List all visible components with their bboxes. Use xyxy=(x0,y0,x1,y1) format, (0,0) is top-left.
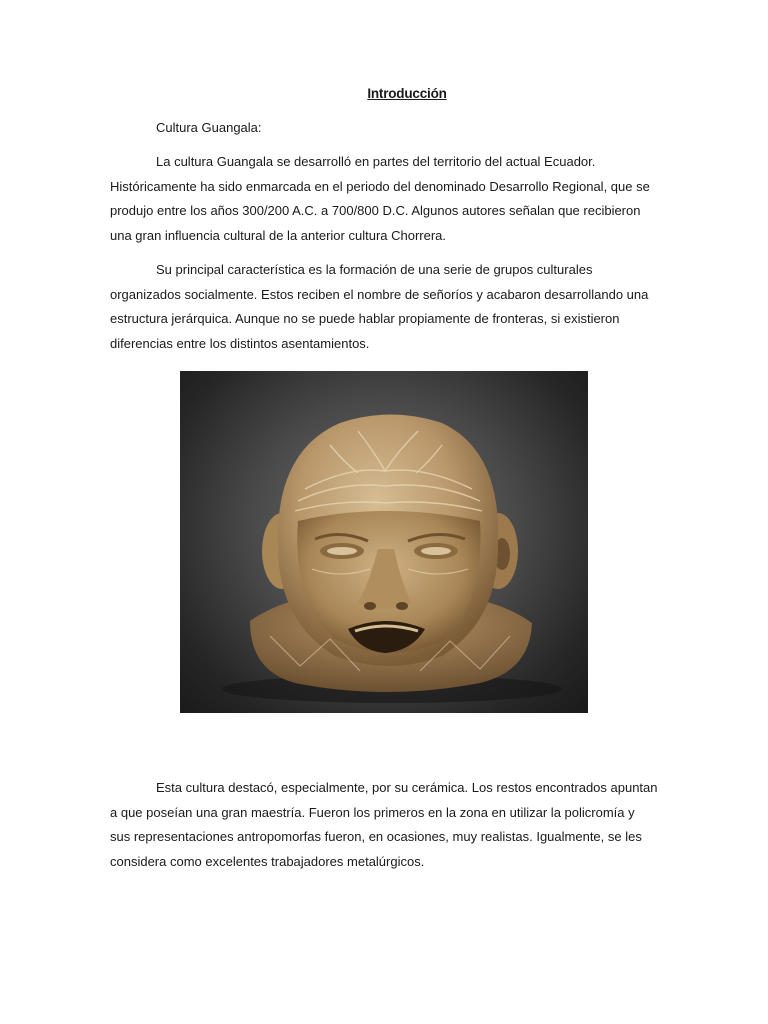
paragraph-2-text: Su principal característica es la formación de una serie de grupos culturales organizados socialmente. Estos reciben el nombre de señoríos y acabaron desarrollando una estructura jerárquica. Aunque no se puede hablar propiamente de fronteras, si existieron diferencias entre los distintos asentamientos. xyxy=(110,262,649,351)
paragraph-1 xyxy=(110,150,658,248)
section-subtitle: Cultura Guangala: xyxy=(156,120,262,135)
paragraph-2 xyxy=(110,258,658,356)
paragraph-3 xyxy=(110,776,658,874)
ceramic-head-photo xyxy=(180,371,588,713)
document-title: Introducción xyxy=(367,86,447,101)
ceramic-head-illustration xyxy=(180,371,588,713)
paragraph-3-text: Esta cultura destacó, especialmente, por su cerámica. Los restos encontrados apuntan a que poseían una gran maestría. Fueron los primeros en la zona en utilizar la policromía y sus representaciones antropomorfas fueron, en ocasiones, muy realistas. Igualmente, se les considera como excelentes trabajadores metalúrgicos. xyxy=(110,780,658,869)
paragraph-1-text: La cultura Guangala se desarrolló en partes del territorio del actual Ecuador. Históricamente ha sido enmarcada en el periodo del denominado Desarrollo Regional, que se produjo entre los años 300/200 A.C. a 700/800 D.C. Algunos autores señalan que recibieron una gran influencia cultural de la anterior cultura Chorrera. xyxy=(110,154,650,243)
